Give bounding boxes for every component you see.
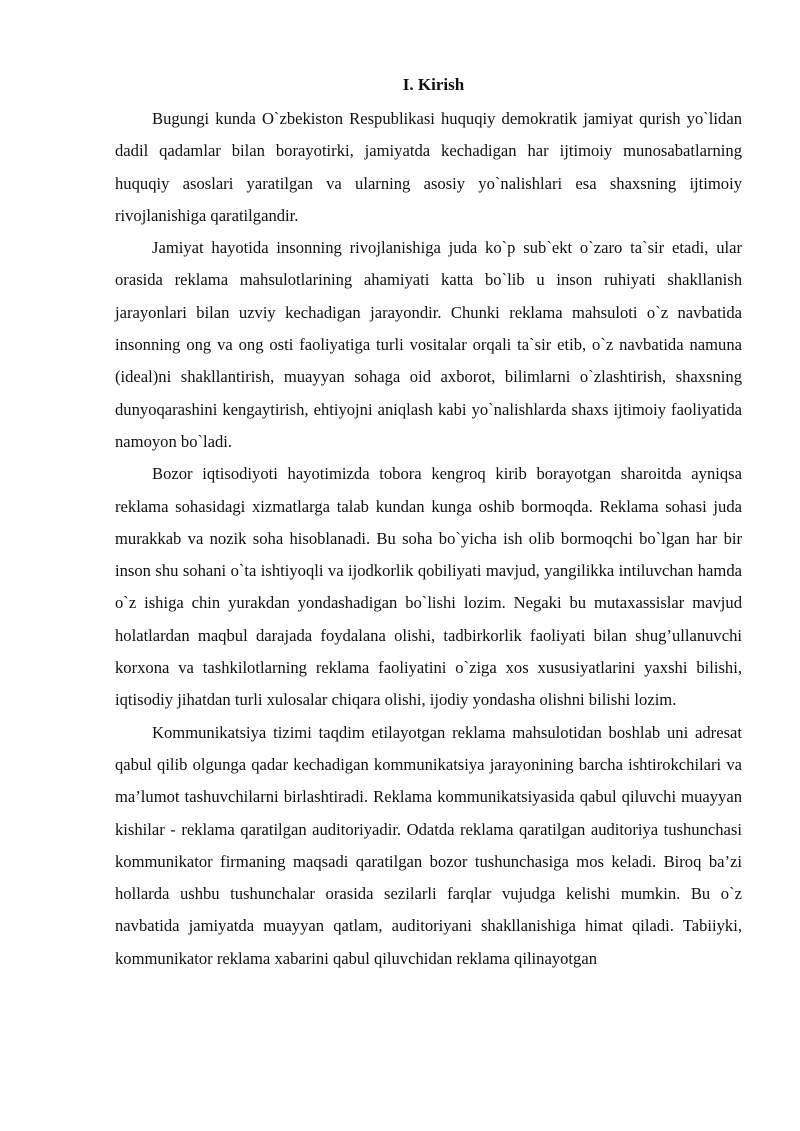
document-page [115,74,742,975]
paragraph-communication-system: Kommunikatsiya tizimi taqdim etilayotgan reklama mahsulotidan boshlab uni adresat qabul qilib olgunga qadar kechadigan kommunikatsiya jarayonining barcha ishtirokchilari va ma’lumot tashuvchilarni birlashtiradi. Reklama kommunikatsiyasida qabul qiluvchi muayyan kishilar - reklama qaratilgan auditoriyadir. Odatda reklama qaratilgan auditoriya tushunchasi kommunikator firmaning maqsadi qaratilgan bozor tushunchasiga mos keladi. Biroq ba’zi hollarda ushbu tushunchalar orasida sezilarli farqlar vujudga kelishi mumkin. Bu o`z navbatida jamiyatda muayyan qatlam, auditoriyani shakllanishiga himat qiladi. Tabiiyki, kommunikator reklama xabarini qabul qiluvchidan reklama qilinayotgan [115,722,742,968]
section-heading: I. Kirish [402,75,465,94]
paragraph-society-development: Jamiyat hayotida insonning rivojlanishiga juda ko`p sub`ekt o`zaro ta`sir etadi, ular orasida reklama mahsulotlarining ahamiyati katta bo`lib u inson ruhiyati shakllanish jarayonlari bilan uzviy kechadigan jarayondir. Chunki reklama mahsuloti o`z navbatida insonning ong va ong osti faoliyatiga turli vositalar orqali ta`sir etib, o`z navbatida namuna (ideal)ni shakllantirish, muayyan sohaga oid axborot, bilimlarni o`zlashtirish, shaxsning dunyoqarashini kengaytirish, ehtiyojni aniqlash kabi yo`nalishlarda shaxs ijtimoiy faoliyatida namoyon bo`ladi. [115,238,742,451]
paragraph-introduction: Bugungi kunda O`zbekiston Respublikasi huquqiy demokratik jamiyat qurish yo`lidan dadil qadamlar bilan borayotirki, jamiyatda kechadigan har ijtimoiy munosabatlarning huquqiy asoslari yaratilgan va ularning asosiy yo`nalishlari esa shaxsning ijtimoiy rivojlanishiga qaratilgandir. [115,109,742,225]
paragraph-market-economy: Bozor iqtisodiyoti hayotimizda tobora kengroq kirib borayotgan sharoitda ayniqsa reklama sohasidagi xizmatlarga talab kundan kunga oshib bormoqda. Reklama sohasi juda murakkab va nozik soha hisoblanadi. Bu soha bo`yicha ish olib bormoqchi bo`lgan har bir inson shu sohani o`ta ishtiyoqli va ijodkorlik qobiliyati mavjud, yangilikka intiluvchan hamda o`z ishiga chin yurakdan yondashadigan bo`lishi lozim. Negaki bu mutaxassislar mavjud holatlardan maqbul darajada foydalana olishi, tadbirkorlik faoliyati bilan shug’ullanuvchi korxona va tashkilotlarning reklama faoliyatini o`ziga xos xususiyatlarini yaxshi bilishi, iqtisodiy jihatdan turli xulosalar chiqara olishi, ijodiy yondasha olishni bilishi lozim. [115,464,742,710]
